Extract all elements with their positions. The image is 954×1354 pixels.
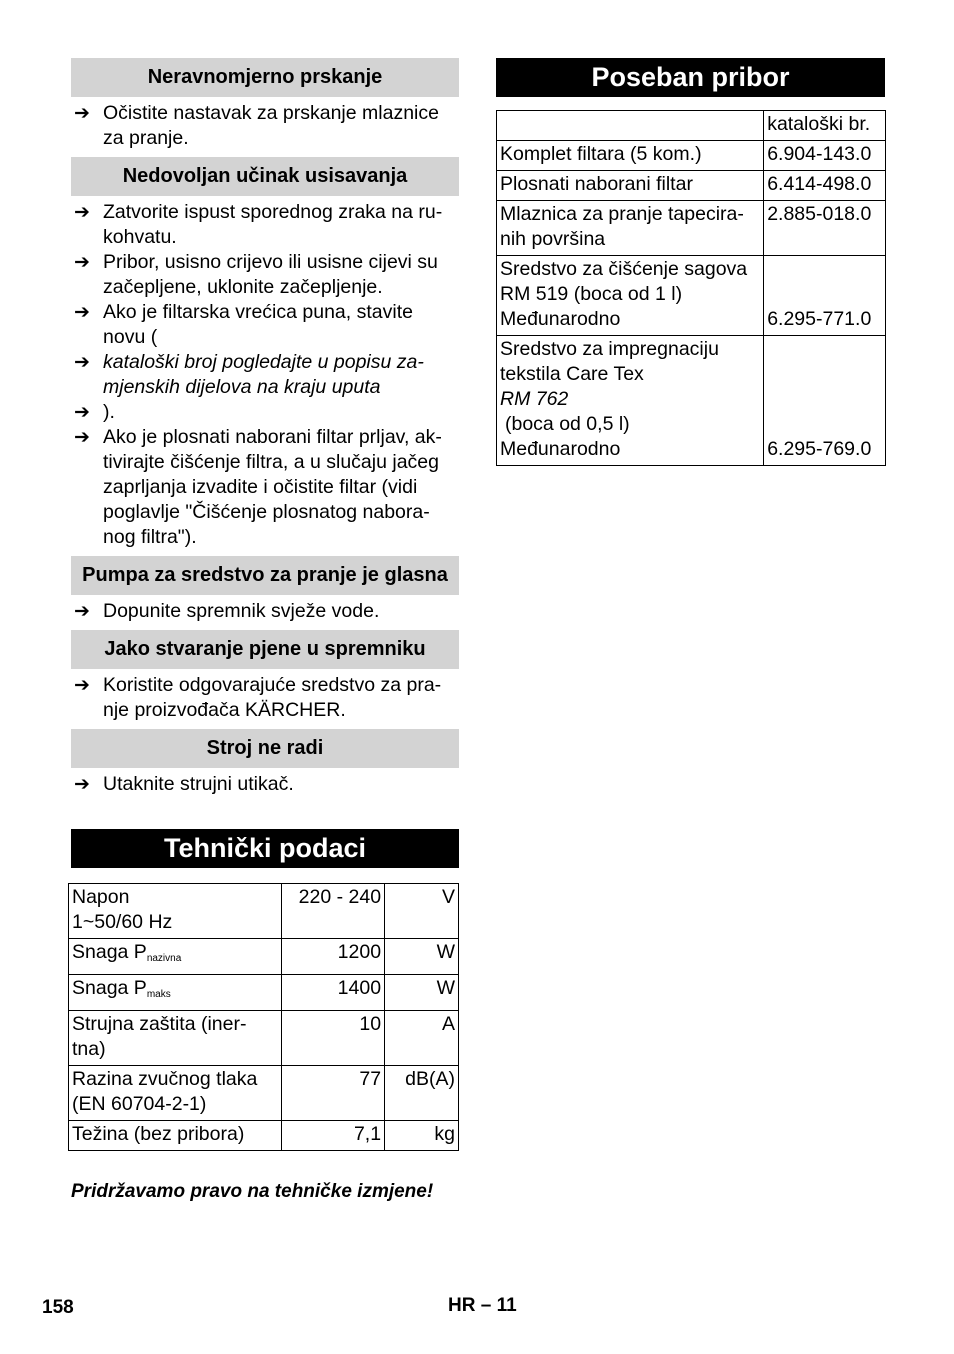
- accessory-name: [497, 336, 764, 466]
- tech-label: [69, 975, 282, 1011]
- page-number: 158: [42, 1297, 74, 1318]
- troubleshooting-section: [71, 58, 459, 803]
- tech-label-text: Razina zvučnog tlaka (EN 60704-2-1): [72, 1068, 258, 1115]
- tech-unit: W: [385, 939, 459, 975]
- trouble-item-text: Utaknite strujni utikač.: [103, 773, 294, 795]
- accessory-row: [497, 141, 886, 171]
- accessories-table: [496, 110, 886, 466]
- tech-heading: Tehnički podaci: [71, 829, 459, 868]
- tech-label: [69, 1066, 282, 1121]
- arrow-icon: ➔: [74, 675, 90, 696]
- tech-value: 1400: [282, 975, 385, 1011]
- tech-label: [69, 939, 282, 975]
- trouble-item: [71, 673, 459, 723]
- arrow-icon: ➔: [74, 402, 90, 423]
- trouble-item-text: Pribor, usisno crijevo ili usisne cijevi su začepljene, uklonite začepljenje.: [103, 251, 438, 298]
- tech-value: 1200: [282, 939, 385, 975]
- accessory-name-line: Sredstvo za impregnaciju: [500, 338, 719, 360]
- tech-value: 7,1: [282, 1121, 385, 1151]
- trouble-item-text: Ako je filtarska vrećica puna, stavite novu (: [103, 301, 413, 348]
- tech-unit: V: [385, 884, 459, 939]
- accessory-name: [497, 171, 764, 201]
- arrow-icon: ➔: [74, 601, 90, 622]
- trouble-heading: Pumpa za sredstvo za pranje je glasna: [71, 556, 459, 595]
- accessory-name: [497, 256, 764, 336]
- accessory-name-line: Međunarodno: [500, 308, 621, 330]
- trouble-item-text: kataloški broj pogledajte u popisu za-mjenskih dijelova na kraju uputa: [103, 351, 424, 398]
- tech-row: [69, 884, 459, 939]
- trouble-item-text: Ako je plosnati naborani filtar prljav, ak-tivirajte čišćenje filtra, a u slučaju jačeg zaprljanja izvadite i očistite filtar (vidi poglavlje "Čišćenje plosnatog nabora-nog filtra").: [103, 426, 442, 548]
- tech-unit: A: [385, 1011, 459, 1066]
- trouble-item-text: Dopunite spremnik svježe vode.: [103, 600, 380, 622]
- tech-row: [69, 1121, 459, 1151]
- tech-label-sub: maks: [146, 989, 171, 1000]
- tech-unit: dB(A): [385, 1066, 459, 1121]
- tech-unit: W: [385, 975, 459, 1011]
- trouble-item: [71, 400, 459, 425]
- trouble-item: [71, 300, 459, 350]
- trouble-list: [71, 669, 459, 729]
- tech-label-text: Napon: [72, 886, 130, 908]
- tech-value: 220 - 240: [282, 884, 385, 939]
- trouble-item: [71, 350, 459, 400]
- tech-row: [69, 939, 459, 975]
- accessory-row: [497, 171, 886, 201]
- tech-note: Pridržavamo pravo na tehničke izmjene!: [71, 1181, 434, 1202]
- arrow-icon: ➔: [74, 103, 90, 124]
- trouble-item-text: Koristite odgovarajuće sredstvo za pra-nje proizvođača KÄRCHER.: [103, 674, 442, 721]
- page-section-label: HR – 11: [448, 1295, 517, 1316]
- accessory-name: [497, 201, 764, 256]
- accessory-name-line: RM 762: [500, 388, 569, 410]
- accessory-row: [497, 201, 886, 256]
- trouble-item: [71, 250, 459, 300]
- arrow-icon: ➔: [74, 252, 90, 273]
- tech-row: [69, 1066, 459, 1121]
- accessory-name-line: Mlaznica za pranje tapecira-nih površina: [500, 203, 744, 250]
- trouble-item: [71, 599, 459, 624]
- trouble-heading: Stroj ne radi: [71, 729, 459, 768]
- arrow-icon: ➔: [74, 302, 90, 323]
- left-column: [71, 58, 459, 1203]
- tech-row: [69, 975, 459, 1011]
- trouble-heading: Neravnomjerno prskanje: [71, 58, 459, 97]
- trouble-list: [71, 196, 459, 556]
- accessory-name-line: Plosnati naborani filtar: [500, 173, 693, 195]
- tech-label-line2: 1~50/60 Hz: [72, 911, 173, 933]
- arrow-icon: ➔: [74, 427, 90, 448]
- accessory-cat-no: 6.414-498.0: [764, 171, 886, 201]
- accessory-row: [497, 256, 886, 336]
- trouble-item-text: ).: [103, 401, 115, 423]
- tech-row: [69, 1011, 459, 1066]
- accessory-name-line: Komplet filtara (5 kom.): [500, 143, 702, 165]
- trouble-item: [71, 425, 459, 550]
- accessory-cat-no: 6.904-143.0: [764, 141, 886, 171]
- trouble-list: [71, 97, 459, 157]
- tech-table: [68, 883, 459, 1151]
- accessories-header-cat: kataloški br.: [764, 111, 886, 141]
- arrow-icon: ➔: [74, 774, 90, 795]
- accessory-name-line: RM 519 (boca od 1 l): [500, 283, 683, 305]
- trouble-list: [71, 595, 459, 630]
- accessory-cat-no: 6.295-769.0: [764, 336, 886, 466]
- accessories-heading: Poseban pribor: [496, 58, 885, 97]
- trouble-item-text: Zatvorite ispust sporednog zraka na ru-kohvatu.: [103, 201, 443, 248]
- trouble-item: [71, 101, 459, 151]
- trouble-item: [71, 772, 459, 797]
- right-column: [496, 58, 885, 466]
- tech-label: [69, 1121, 282, 1151]
- accessory-row: [497, 336, 886, 466]
- trouble-list: [71, 768, 459, 803]
- accessories-header-row: [497, 111, 886, 141]
- accessory-name: [497, 141, 764, 171]
- trouble-item-text: Očistite nastavak za prskanje mlaznice za pranje.: [103, 102, 439, 149]
- tech-label-text: Težina (bez pribora): [72, 1123, 245, 1145]
- tech-value: 10: [282, 1011, 385, 1066]
- tech-label: [69, 884, 282, 939]
- trouble-heading: Nedovoljan učinak usisavanja: [71, 157, 459, 196]
- trouble-heading: Jako stvaranje pjene u spremniku: [71, 630, 459, 669]
- accessory-cat-no: 2.885-018.0: [764, 201, 886, 256]
- arrow-icon: ➔: [74, 352, 90, 373]
- accessory-name-line: Međunarodno: [500, 438, 621, 460]
- accessory-cat-no: 6.295-771.0: [764, 256, 886, 336]
- trouble-item: [71, 200, 459, 250]
- tech-label: [69, 1011, 282, 1066]
- accessory-name-line: tekstila Care Tex: [500, 363, 644, 385]
- arrow-icon: ➔: [74, 202, 90, 223]
- tech-label-text: Snaga P: [72, 941, 147, 963]
- tech-value: 77: [282, 1066, 385, 1121]
- tech-label-sub: nazivna: [146, 953, 182, 964]
- accessories-header-blank: [497, 111, 764, 141]
- tech-label-text: Snaga P: [72, 977, 147, 999]
- tech-unit: kg: [385, 1121, 459, 1151]
- tech-label-text: Strujna zaštita (iner-tna): [72, 1013, 247, 1060]
- accessory-name-line: (boca od 0,5 l): [505, 413, 630, 435]
- accessory-name-line: Sredstvo za čišćenje sagova: [500, 258, 748, 280]
